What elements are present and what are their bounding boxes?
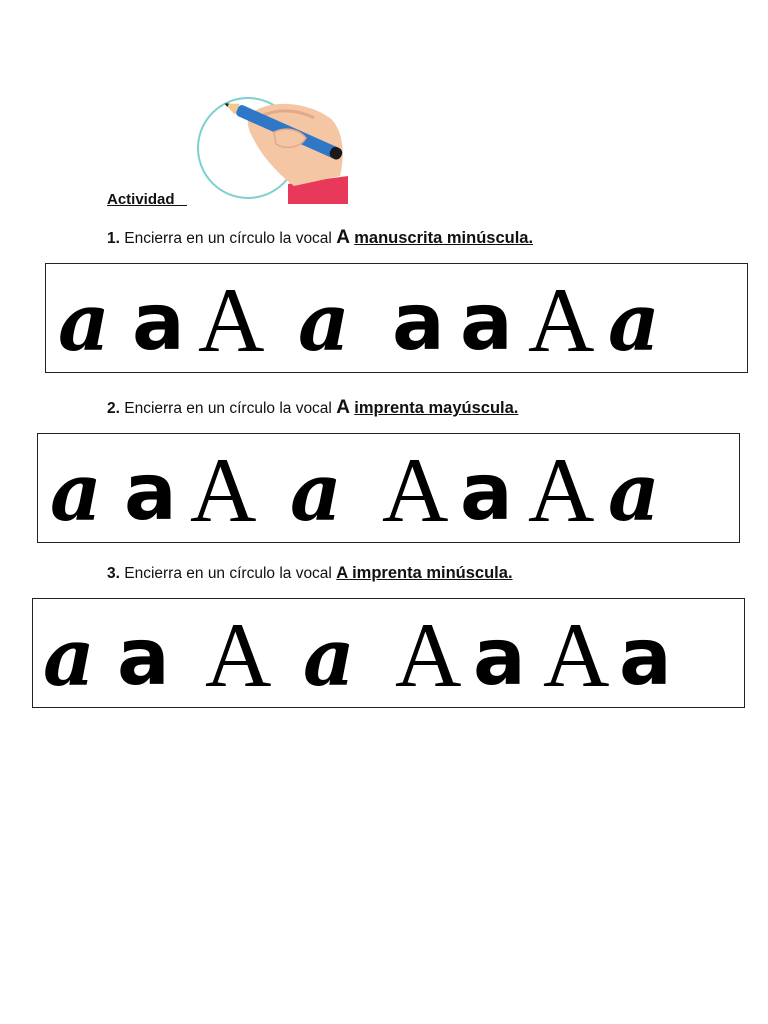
letter-option[interactable]: a xyxy=(608,445,660,539)
letter-option[interactable]: a xyxy=(392,278,445,368)
question-number: 3. xyxy=(107,565,120,582)
letter-option[interactable]: A xyxy=(395,604,462,706)
question-text: Encierra en un círculo la vocal xyxy=(119,230,337,247)
letter-option[interactable]: A xyxy=(382,439,449,541)
letter-option[interactable]: a xyxy=(43,610,95,704)
letter-option[interactable]: a xyxy=(58,275,110,369)
letter-option[interactable]: a xyxy=(132,278,185,368)
letter-option[interactable]: a xyxy=(608,275,660,369)
letter-option[interactable]: A xyxy=(205,604,272,706)
question-vowel: A xyxy=(336,397,350,418)
letter-option[interactable]: a xyxy=(619,613,672,703)
letter-option[interactable]: a xyxy=(290,445,342,539)
question-number: 2. xyxy=(107,400,120,417)
question-emphasis: imprenta mayúscula. xyxy=(354,399,519,417)
letters-box-2 xyxy=(37,433,740,543)
letter-option[interactable]: A xyxy=(190,439,257,541)
question-emphasis: A imprenta minúscula. xyxy=(336,564,513,582)
letter-option[interactable]: A xyxy=(198,269,265,371)
letter-option[interactable]: A xyxy=(528,439,595,541)
letter-option[interactable]: a xyxy=(460,278,513,368)
letter-option[interactable]: a xyxy=(50,445,102,539)
question-3 xyxy=(107,564,513,583)
letter-option[interactable]: A xyxy=(528,269,595,371)
question-number: 1. xyxy=(107,230,120,247)
question-emphasis: manuscrita minúscula. xyxy=(354,229,534,247)
letters-box-1 xyxy=(45,263,748,373)
letter-option[interactable]: a xyxy=(117,613,170,703)
question-text: Encierra en un círculo la vocal xyxy=(119,565,337,582)
question-1 xyxy=(107,227,533,249)
question-vowel: A xyxy=(336,227,350,248)
activity-title: Actividad xyxy=(107,191,188,208)
letter-option[interactable]: a xyxy=(124,448,177,538)
question-text: Encierra en un círculo la vocal xyxy=(119,400,337,417)
hand-writing-pencil-icon xyxy=(190,92,355,207)
letters-box-3 xyxy=(32,598,745,708)
letter-option[interactable]: A xyxy=(543,604,610,706)
letter-option[interactable]: a xyxy=(473,613,526,703)
letter-option[interactable]: a xyxy=(298,275,350,369)
letter-option[interactable]: a xyxy=(460,448,513,538)
letter-option[interactable]: a xyxy=(303,610,355,704)
question-2 xyxy=(107,397,518,419)
